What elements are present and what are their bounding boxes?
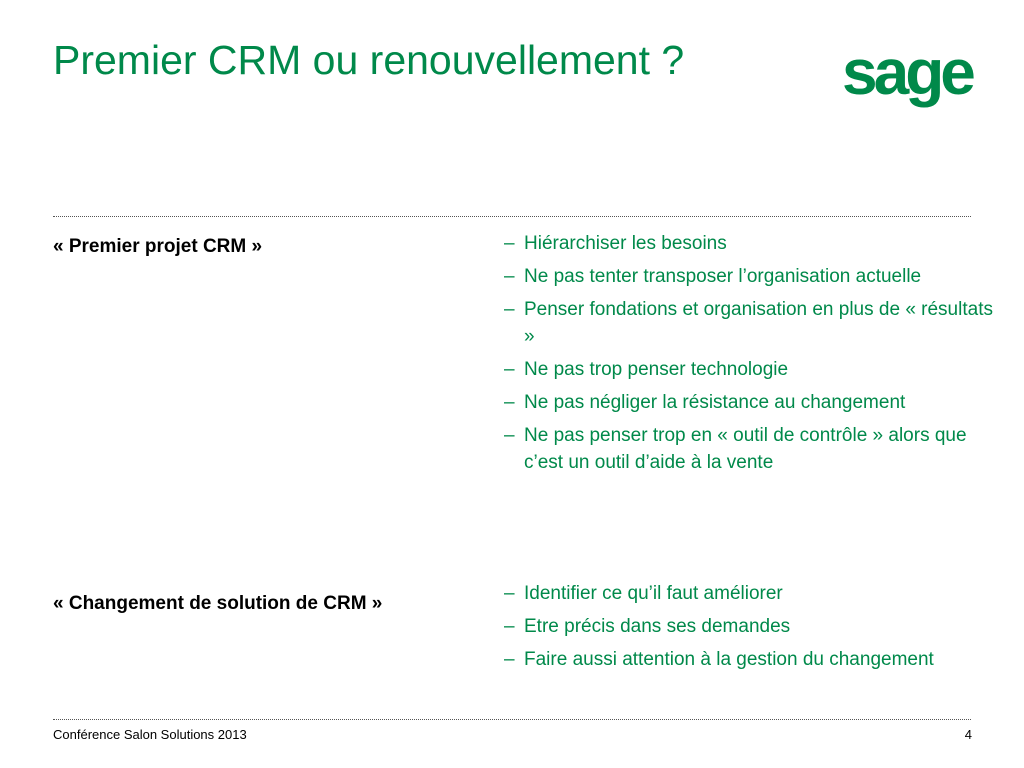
- bullet-item: [504, 356, 994, 383]
- dash-icon: –: [504, 425, 515, 446]
- bullet-item: [504, 389, 994, 416]
- dash-icon: –: [504, 266, 515, 287]
- dash-icon: –: [504, 233, 515, 254]
- bullet-item: [504, 296, 994, 350]
- bullet-list-changement-solution: [504, 580, 994, 679]
- dash-icon: –: [504, 649, 515, 670]
- footer-text: Conférence Salon Solutions 2013: [53, 727, 247, 742]
- dash-icon: –: [504, 359, 515, 380]
- bullet-text: Ne pas tenter transposer l’organisation actuelle: [524, 266, 922, 287]
- bullet-item: [504, 230, 994, 257]
- bullet-text: Penser fondations et organisation en plus de « résultats »: [524, 299, 993, 347]
- bullet-text: Identifier ce qu’il faut améliorer: [524, 583, 783, 604]
- bullet-text: Ne pas trop penser technologie: [524, 359, 789, 380]
- section-label-changement-solution: « Changement de solution de CRM »: [53, 593, 383, 614]
- dash-icon: –: [504, 616, 515, 637]
- bullet-item: [504, 613, 994, 640]
- bullet-text: Etre précis dans ses demandes: [524, 616, 791, 637]
- slide-title: Premier CRM ou renouvellement ?: [53, 37, 685, 83]
- page-number: 4: [964, 727, 972, 742]
- bullet-item: [504, 580, 994, 607]
- dash-icon: –: [504, 299, 515, 320]
- bullet-item: [504, 263, 994, 290]
- bullet-text: Ne pas penser trop en « outil de contrôle » alors que c’est un outil d’aide à la vente: [524, 425, 967, 473]
- bullet-list-premier-projet: [504, 230, 994, 482]
- top-divider: [53, 216, 971, 217]
- bullet-item: [504, 646, 994, 673]
- dash-icon: –: [504, 583, 515, 604]
- bullet-text: Ne pas négliger la résistance au changement: [524, 392, 906, 413]
- bullet-item: [504, 422, 994, 476]
- dash-icon: –: [504, 392, 515, 413]
- sage-logo: sage: [842, 36, 972, 108]
- section-label-premier-projet: « Premier projet CRM »: [53, 236, 263, 257]
- bottom-divider: [53, 719, 971, 720]
- bullet-text: Hiérarchiser les besoins: [524, 233, 727, 254]
- bullet-text: Faire aussi attention à la gestion du changement: [524, 649, 934, 670]
